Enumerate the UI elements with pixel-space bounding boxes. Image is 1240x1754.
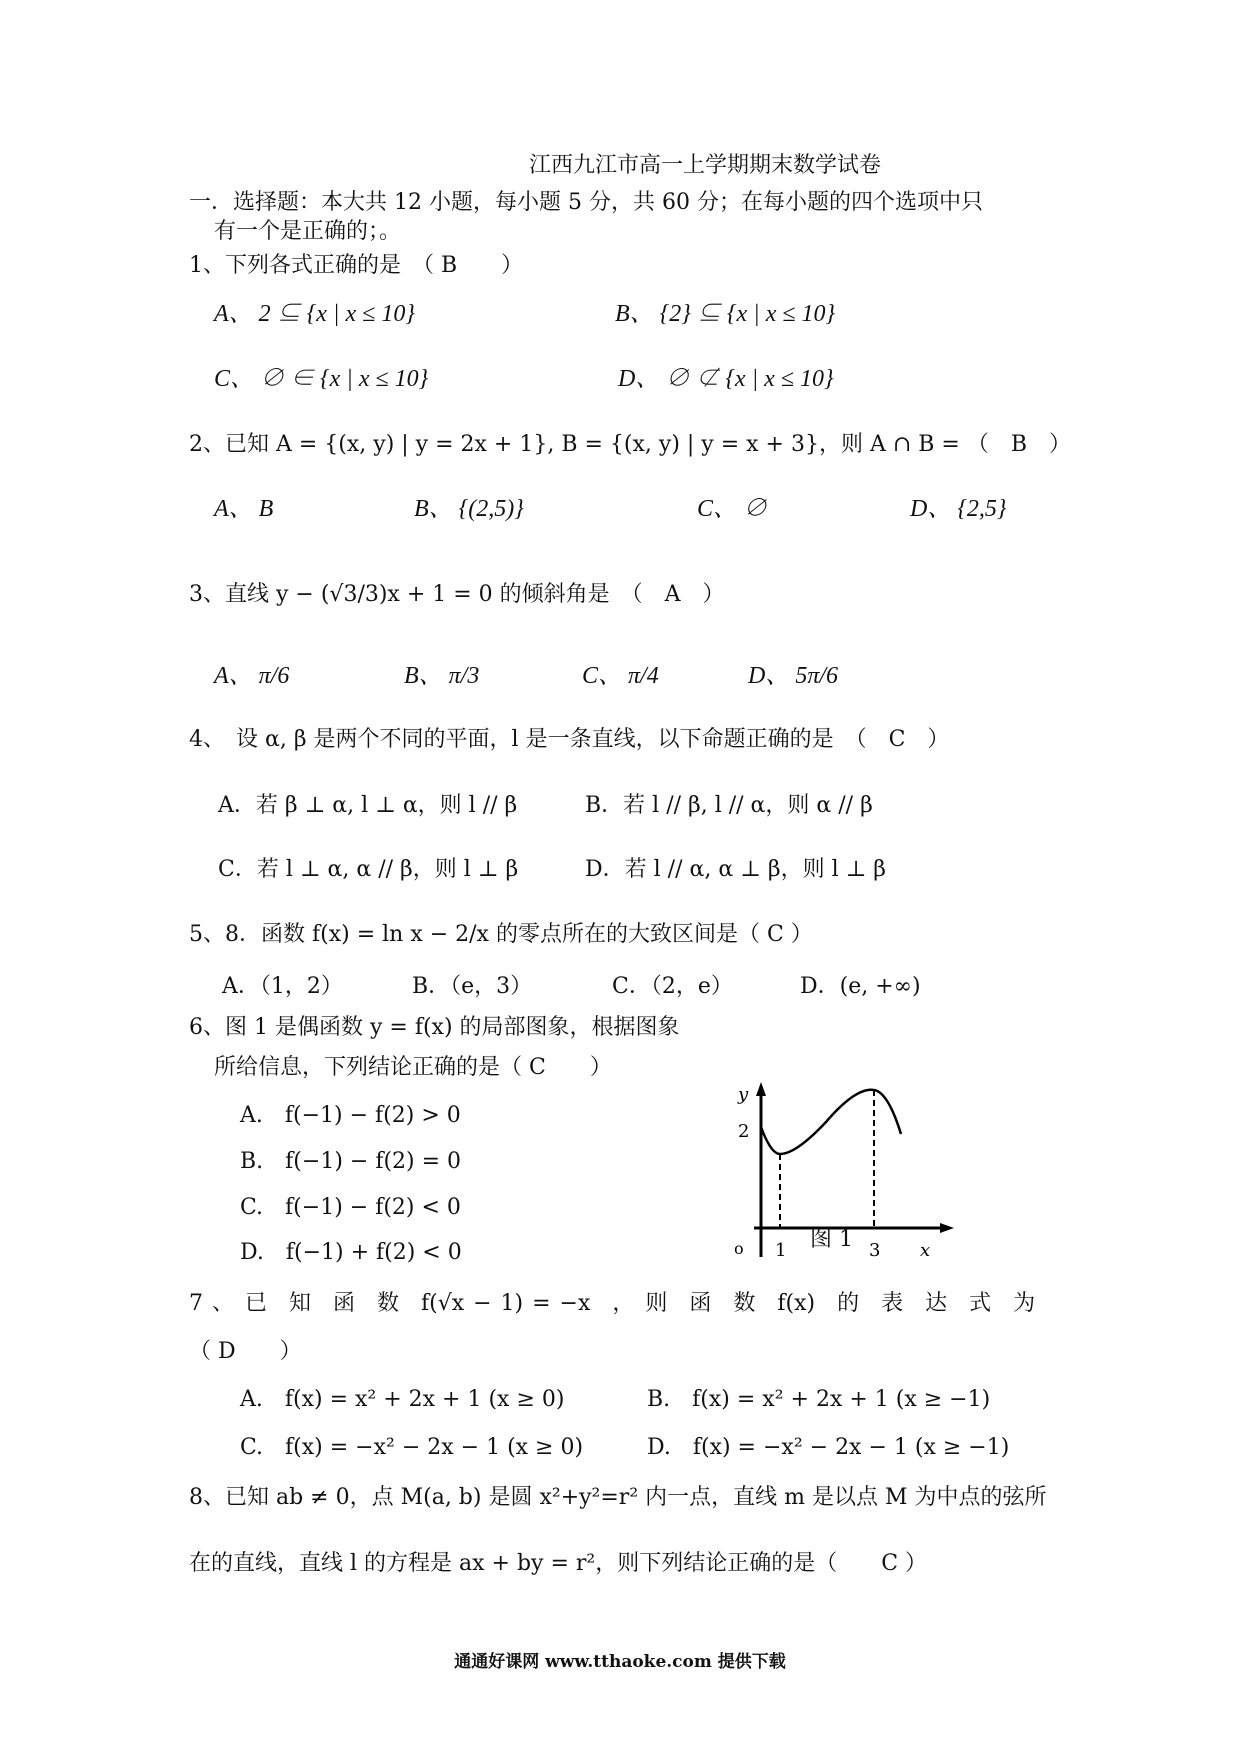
q1-option-c: C、 ∅ ∈ {x | x ≤ 10} xyxy=(214,366,429,392)
q5-stem: 5、8．函数 f(x) = ln x − 2/x 的零点所在的大致区间是（ C ） xyxy=(189,922,813,947)
tick-x-3: 3 xyxy=(869,1240,881,1257)
q6-option-a: A. f(−1) − f(2) > 0 xyxy=(240,1103,461,1128)
x-label: x xyxy=(920,1240,931,1257)
q6-stem: 6、图 1 是偶函数 y = f(x) 的局部图象，根据图象 xyxy=(189,1015,680,1040)
q4-option-b: B．若 l // β, l // α，则 α // β xyxy=(585,793,873,818)
q1-option-b: B、 {2} ⊆ {x | x ≤ 10} xyxy=(615,301,836,327)
q5-option-a: A．（1，2） xyxy=(222,974,343,999)
function-curve xyxy=(761,1090,901,1154)
q6-option-d: D. f(−1) + f(2) < 0 xyxy=(240,1240,462,1265)
tick-y-2: 2 xyxy=(738,1121,750,1142)
q8-stem: 8、已知 ab ≠ 0，点 M(a, b) 是圆 x²+y²=r² 内一点，直线 m 是以点 M 为中点的弦所 xyxy=(189,1485,1047,1510)
q6-stem-cont: 所给信息，下列结论正确的是（ C ） xyxy=(214,1055,612,1080)
q2-stem: 2、已知 A = {(x, y) | y = 2x + 1}, B = {(x, y) | y = x + 3}，则 A ∩ B = （ B ） xyxy=(189,432,1072,457)
q1-option-a: A、 2 ⊆ {x | x ≤ 10} xyxy=(214,301,415,327)
q6-option-b: B. f(−1) − f(2) = 0 xyxy=(240,1149,462,1174)
q2-option-b: B、 {(2,5)} xyxy=(414,496,524,522)
figure-caption: 图 1 xyxy=(810,1227,853,1252)
q5-option-c: C．（2，e） xyxy=(612,974,733,999)
q7-option-c: C. f(x) = −x² − 2x − 1 (x ≥ 0) xyxy=(240,1435,584,1460)
q3-option-c: C、 π/4 xyxy=(582,663,659,689)
q1-stem: 1、下列各式正确的是 （ B ） xyxy=(189,253,524,278)
q6-option-c: C. f(−1) − f(2) < 0 xyxy=(240,1195,461,1220)
q2-option-d: D、 {2,5} xyxy=(910,496,1007,522)
q4-option-d: D．若 l // α, α ⊥ β，则 l ⊥ β xyxy=(585,857,886,882)
origin-label: o xyxy=(734,1239,744,1257)
y-axis-arrow xyxy=(756,1082,766,1096)
q7-stem-cont: （ D ） xyxy=(189,1339,302,1364)
q7-stem: 7 、 已 知 函 数 f(√x − 1) = −x ， 则 函 数 f(x) 的 表 达 式 为 xyxy=(189,1291,1036,1316)
section-heading-cont: 有一个是正确的；。 xyxy=(214,219,402,244)
x-axis-arrow xyxy=(940,1223,954,1233)
q7-option-d: D. f(x) = −x² − 2x − 1 (x ≥ −1) xyxy=(647,1435,1010,1460)
y-label: y xyxy=(738,1084,749,1105)
q1-option-d: D、 ∅ ⊄ {x | x ≤ 10} xyxy=(618,366,834,392)
q2-option-c: C、 ∅ xyxy=(697,496,768,522)
q4-stem: 4、 设 α, β 是两个不同的平面，l 是一条直线，以下命题正确的是 （ C ） xyxy=(189,727,950,752)
q8-stem-cont: 在的直线，直线 l 的方程是 ax + by = r²，则下列结论正确的是（ C ） xyxy=(189,1551,928,1576)
footer-source: 通通好课网 www.tthaoke.com 提供下载 xyxy=(454,1652,786,1672)
q3-option-b: B、 π/3 xyxy=(404,663,480,689)
tick-x-1: 1 xyxy=(775,1240,787,1257)
q4-option-c: C．若 l ⊥ α, α // β，则 l ⊥ β xyxy=(218,857,519,882)
q5-option-d: D．(e, +∞) xyxy=(800,974,921,999)
q3-stem: 3、直线 y − (√3/3)x + 1 = 0 的倾斜角是 （ A ） xyxy=(189,582,725,607)
page-title: 江西九江市高一上学期期末数学试卷 xyxy=(528,153,881,178)
q7-option-a: A. f(x) = x² + 2x + 1 (x ≥ 0) xyxy=(240,1387,565,1412)
q4-option-a: A．若 β ⊥ α, l ⊥ α，则 l // β xyxy=(218,793,518,818)
q5-option-b: B．（e，3） xyxy=(412,974,533,999)
q3-option-d: D、 5π/6 xyxy=(748,663,839,689)
q7-option-b: B. f(x) = x² + 2x + 1 (x ≥ −1) xyxy=(647,1387,991,1412)
q3-option-a: A、 π/6 xyxy=(214,663,290,689)
section-heading: 一．选择题：本大共 12 小题，每小题 5 分，共 60 分；在每小题的四个选项中只 xyxy=(189,190,983,215)
q2-option-a: A、 B xyxy=(214,496,274,522)
